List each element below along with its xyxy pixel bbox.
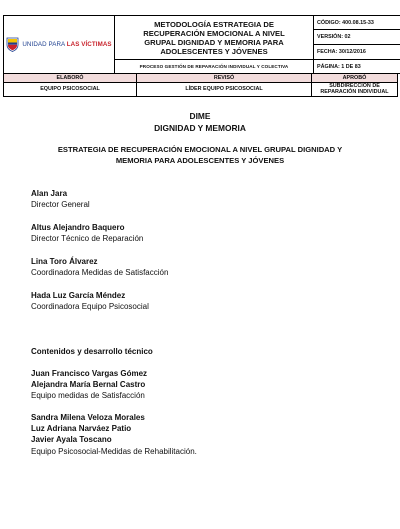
reviso-value: LÍDER EQUIPO PSICOSOCIAL [137,83,312,97]
reviso-label: REVISÓ [137,74,312,83]
aprobo-value: SUBDIRECCIÓN DE REPARACIÓN INDIVIDUAL [312,83,398,97]
contributor-role: Equipo Psicosocial-Medidas de Rehabilitación. [31,447,197,456]
contributor-name: Alejandra María Bernal Castro [31,380,146,389]
person-role: Coordinadora Equipo Psicosocial [31,302,149,311]
person-name: Hada Luz García Méndez [31,291,126,300]
technical-heading: Contenidos y desarrollo técnico [31,347,153,356]
person-role: Director Técnico de Reparación [31,234,144,243]
person-name: Altus Alejandro Baquero [31,223,125,232]
dime-title: DIME DIGNIDAD Y MEMORIA [154,111,246,133]
person-role: Director General [31,200,90,209]
page-field: PÁGINA: 1 DE 83 [314,60,400,74]
person-role: Coordinadora Medidas de Satisfacción [31,268,169,277]
code-field: CÓDIGO: 400.08.15-33 [314,16,400,30]
contributor-name: Sandra Milena Veloza Morales [31,413,145,422]
contributor-name: Luz Adriana Narváez Patio [31,424,132,433]
document-header [3,15,400,74]
version-field: VERSIÓN: 02 [314,30,400,45]
colombia-shield-icon [6,37,19,52]
process-name: PROCESO GESTIÓN DE REPARACIÓN INDIVIDUAL Y COLECTIVA [115,60,314,74]
elaboro-value: EQUIPO PSICOSOCIAL [4,83,137,97]
logo-text: UNIDAD PARA LAS VÍCTIMAS [22,41,112,48]
person-name: Alan Jara [31,189,68,198]
logo-cell [4,16,115,74]
document-title: METODOLOGÍA ESTRATEGIA DE RECUPERACIÓN EMOCIONAL A NIVEL GRUPAL DIGNIDAD Y MEMORIA PARA ADOLESCENTES Y JÓVENES [115,16,314,60]
signature-table [3,73,398,97]
contributor-role: Equipo medidas de Satisfacción [31,391,145,400]
elaboro-label: ELABORÓ [4,74,137,83]
aprobo-label: APROBÓ [312,74,398,83]
strategy-title: ESTRATEGIA DE RECUPERACIÓN EMOCIONAL A NIVEL GRUPAL DIGNIDAD Y MEMORIA PARA ADOLESCENTES Y JÓVENES [57,145,343,165]
date-field: FECHA: 30/12/2016 [314,45,400,60]
unidad-victimas-logo [6,37,111,52]
person-name: Lina Toro Álvarez [31,257,98,266]
contributor-name: Javier Ayala Toscano [31,435,112,444]
contributor-name: Juan Francisco Vargas Gómez [31,369,148,378]
